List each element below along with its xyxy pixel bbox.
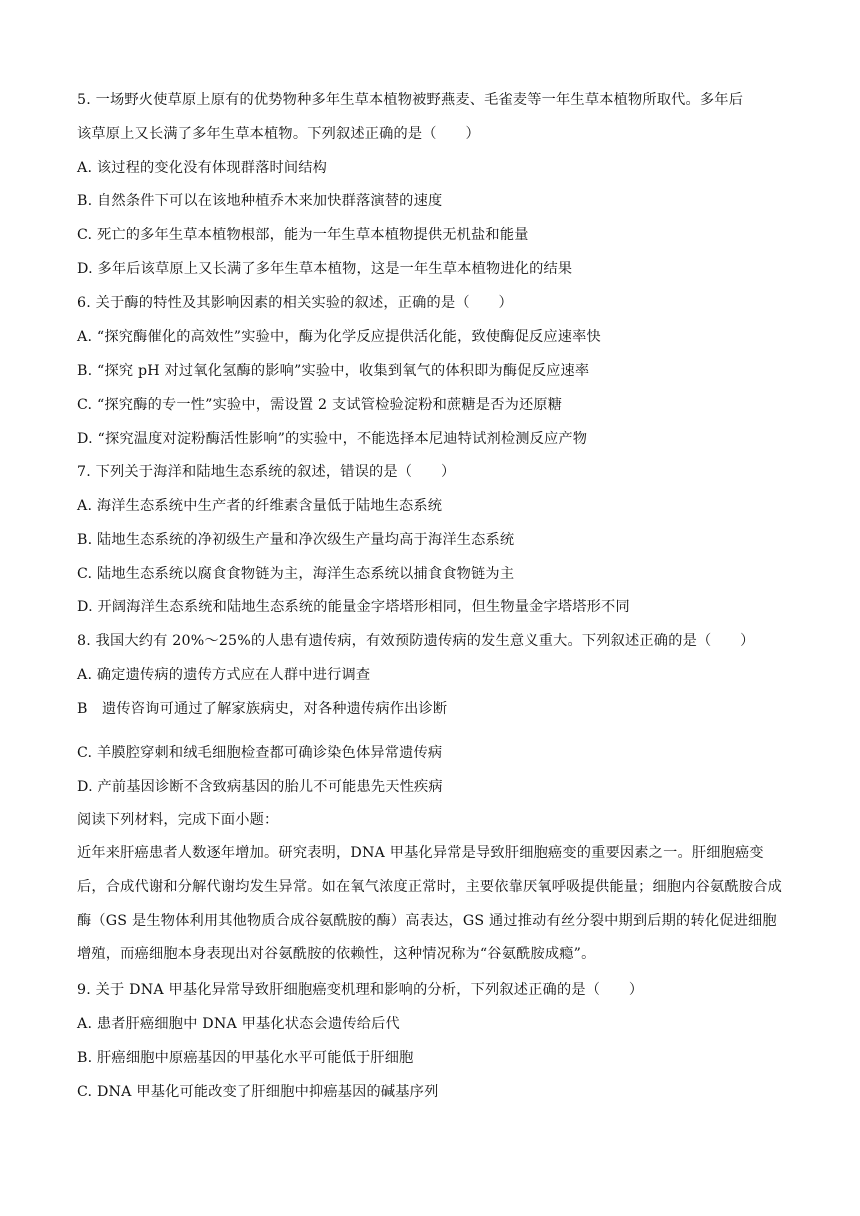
question-8-option-b: B 遗传咨询可通过了解家族病史，对各种遗传病作出诊断 [77, 701, 448, 717]
question-6-option-c: C. “探究酶的专一性”实验中，需设置 2 支试管检验淀粉和蔗糖是否为还原糖 [77, 397, 563, 413]
question-6-option-a: A. “探究酶催化的高效性”实验中，酶为化学反应提供活化能，致使酶促反应速率快 [77, 329, 601, 345]
question-6-option-b: B. “探究 pH 对过氧化氢酶的影响”实验中，收集到氧气的体积即为酶促反应速率 [77, 363, 590, 379]
question-8-option-a: A. 确定遗传病的遗传方式应在人群中进行调查 [77, 667, 371, 683]
question-7-option-c: C. 陆地生态系统以腐食食物链为主，海洋生态系统以捕食食物链为主 [77, 566, 515, 582]
question-5-stem: 5. 一场野火使草原上原有的优势物种多年生草本植物被野燕麦、毛雀麦等一年生草本植物所取代。多年后 [77, 92, 744, 108]
question-8-stem: 8. 我国大约有 20%～25%的人患有遗传病，有效预防遗传病的发生意义重大。下列叙述正确的是（ ） [77, 633, 755, 649]
question-8-option-c: C. 羊膜腔穿刺和绒毛细胞检查都可确诊染色体异常遗传病 [77, 745, 443, 761]
question-9-option-b: B. 肝癌细胞中原癌基因的甲基化水平可能低于肝细胞 [77, 1050, 414, 1066]
question-6-stem: 6. 关于酶的特性及其影响因素的相关实验的叙述，正确的是（ ） [77, 295, 513, 311]
question-5-option-c: C. 死亡的多年生草本植物根部，能为一年生草本植物提供无机盐和能量 [77, 227, 529, 243]
reading-passage: 近年来肝癌患者人数逐年增加。研究表明，DNA 甲基化异常是导致肝细胞癌变的重要因素之一。肝细胞癌变后，合成代谢和分解代谢均发生异常。如在氧气浓度正常时，主要依靠厌氧呼吸提供能量；细胞内谷氨酰胺合成酶（GS 是生物体利用其他物质合成谷氨酰胺的酶）高表达，GS 通过推动有丝分裂中期到后期的转化促进细胞增殖，而癌细胞本身表现出对谷氨酰胺的依赖性，这种情况称为“谷氨酰胺成瘾”。 [77, 845, 782, 963]
question-7-stem: 7. 下列关于海洋和陆地生态系统的叙述，错误的是（ ） [77, 464, 456, 480]
question-5-option-d: D. 多年后该草原上又长满了多年生草本植物，这是一年生草本植物进化的结果 [77, 261, 573, 277]
question-9-option-a: A. 患者肝癌细胞中 DNA 甲基化状态会遗传给后代 [77, 1016, 400, 1032]
question-8-option-d: D. 产前基因诊断不含致病基因的胎儿不可能患先天性疾病 [77, 779, 443, 795]
question-7-option-b: B. 陆地生态系统的净初级生产量和净次级生产量均高于海洋生态系统 [77, 532, 515, 548]
question-6-option-d: D. “探究温度对淀粉酶活性影响”的实验中，不能选择本尼迪特试剂检测反应产物 [77, 431, 588, 447]
question-9-option-c: C. DNA 甲基化可能改变了肝细胞中抑癌基因的碱基序列 [77, 1084, 439, 1100]
question-5-option-b: B. 自然条件下可以在该地种植乔木来加快群落演替的速度 [77, 193, 443, 209]
question-7-option-a: A. 海洋生态系统中生产者的纤维素含量低于陆地生态系统 [77, 498, 443, 514]
question-7-option-d: D. 开阔海洋生态系统和陆地生态系统的能量金字塔塔形相同，但生物量金字塔塔形不同 [77, 599, 630, 615]
reading-intro: 阅读下列材料，完成下面小题： [77, 812, 279, 828]
question-5-stem-cont: 该草原上又长满了多年生草本植物。下列叙述正确的是（ ） [77, 126, 480, 142]
question-5-option-a: A. 该过程的变化没有体现群落时间结构 [77, 160, 328, 176]
question-9-stem: 9. 关于 DNA 甲基化异常导致肝细胞癌变机理和影响的分析，下列叙述正确的是（ ） [77, 982, 644, 998]
